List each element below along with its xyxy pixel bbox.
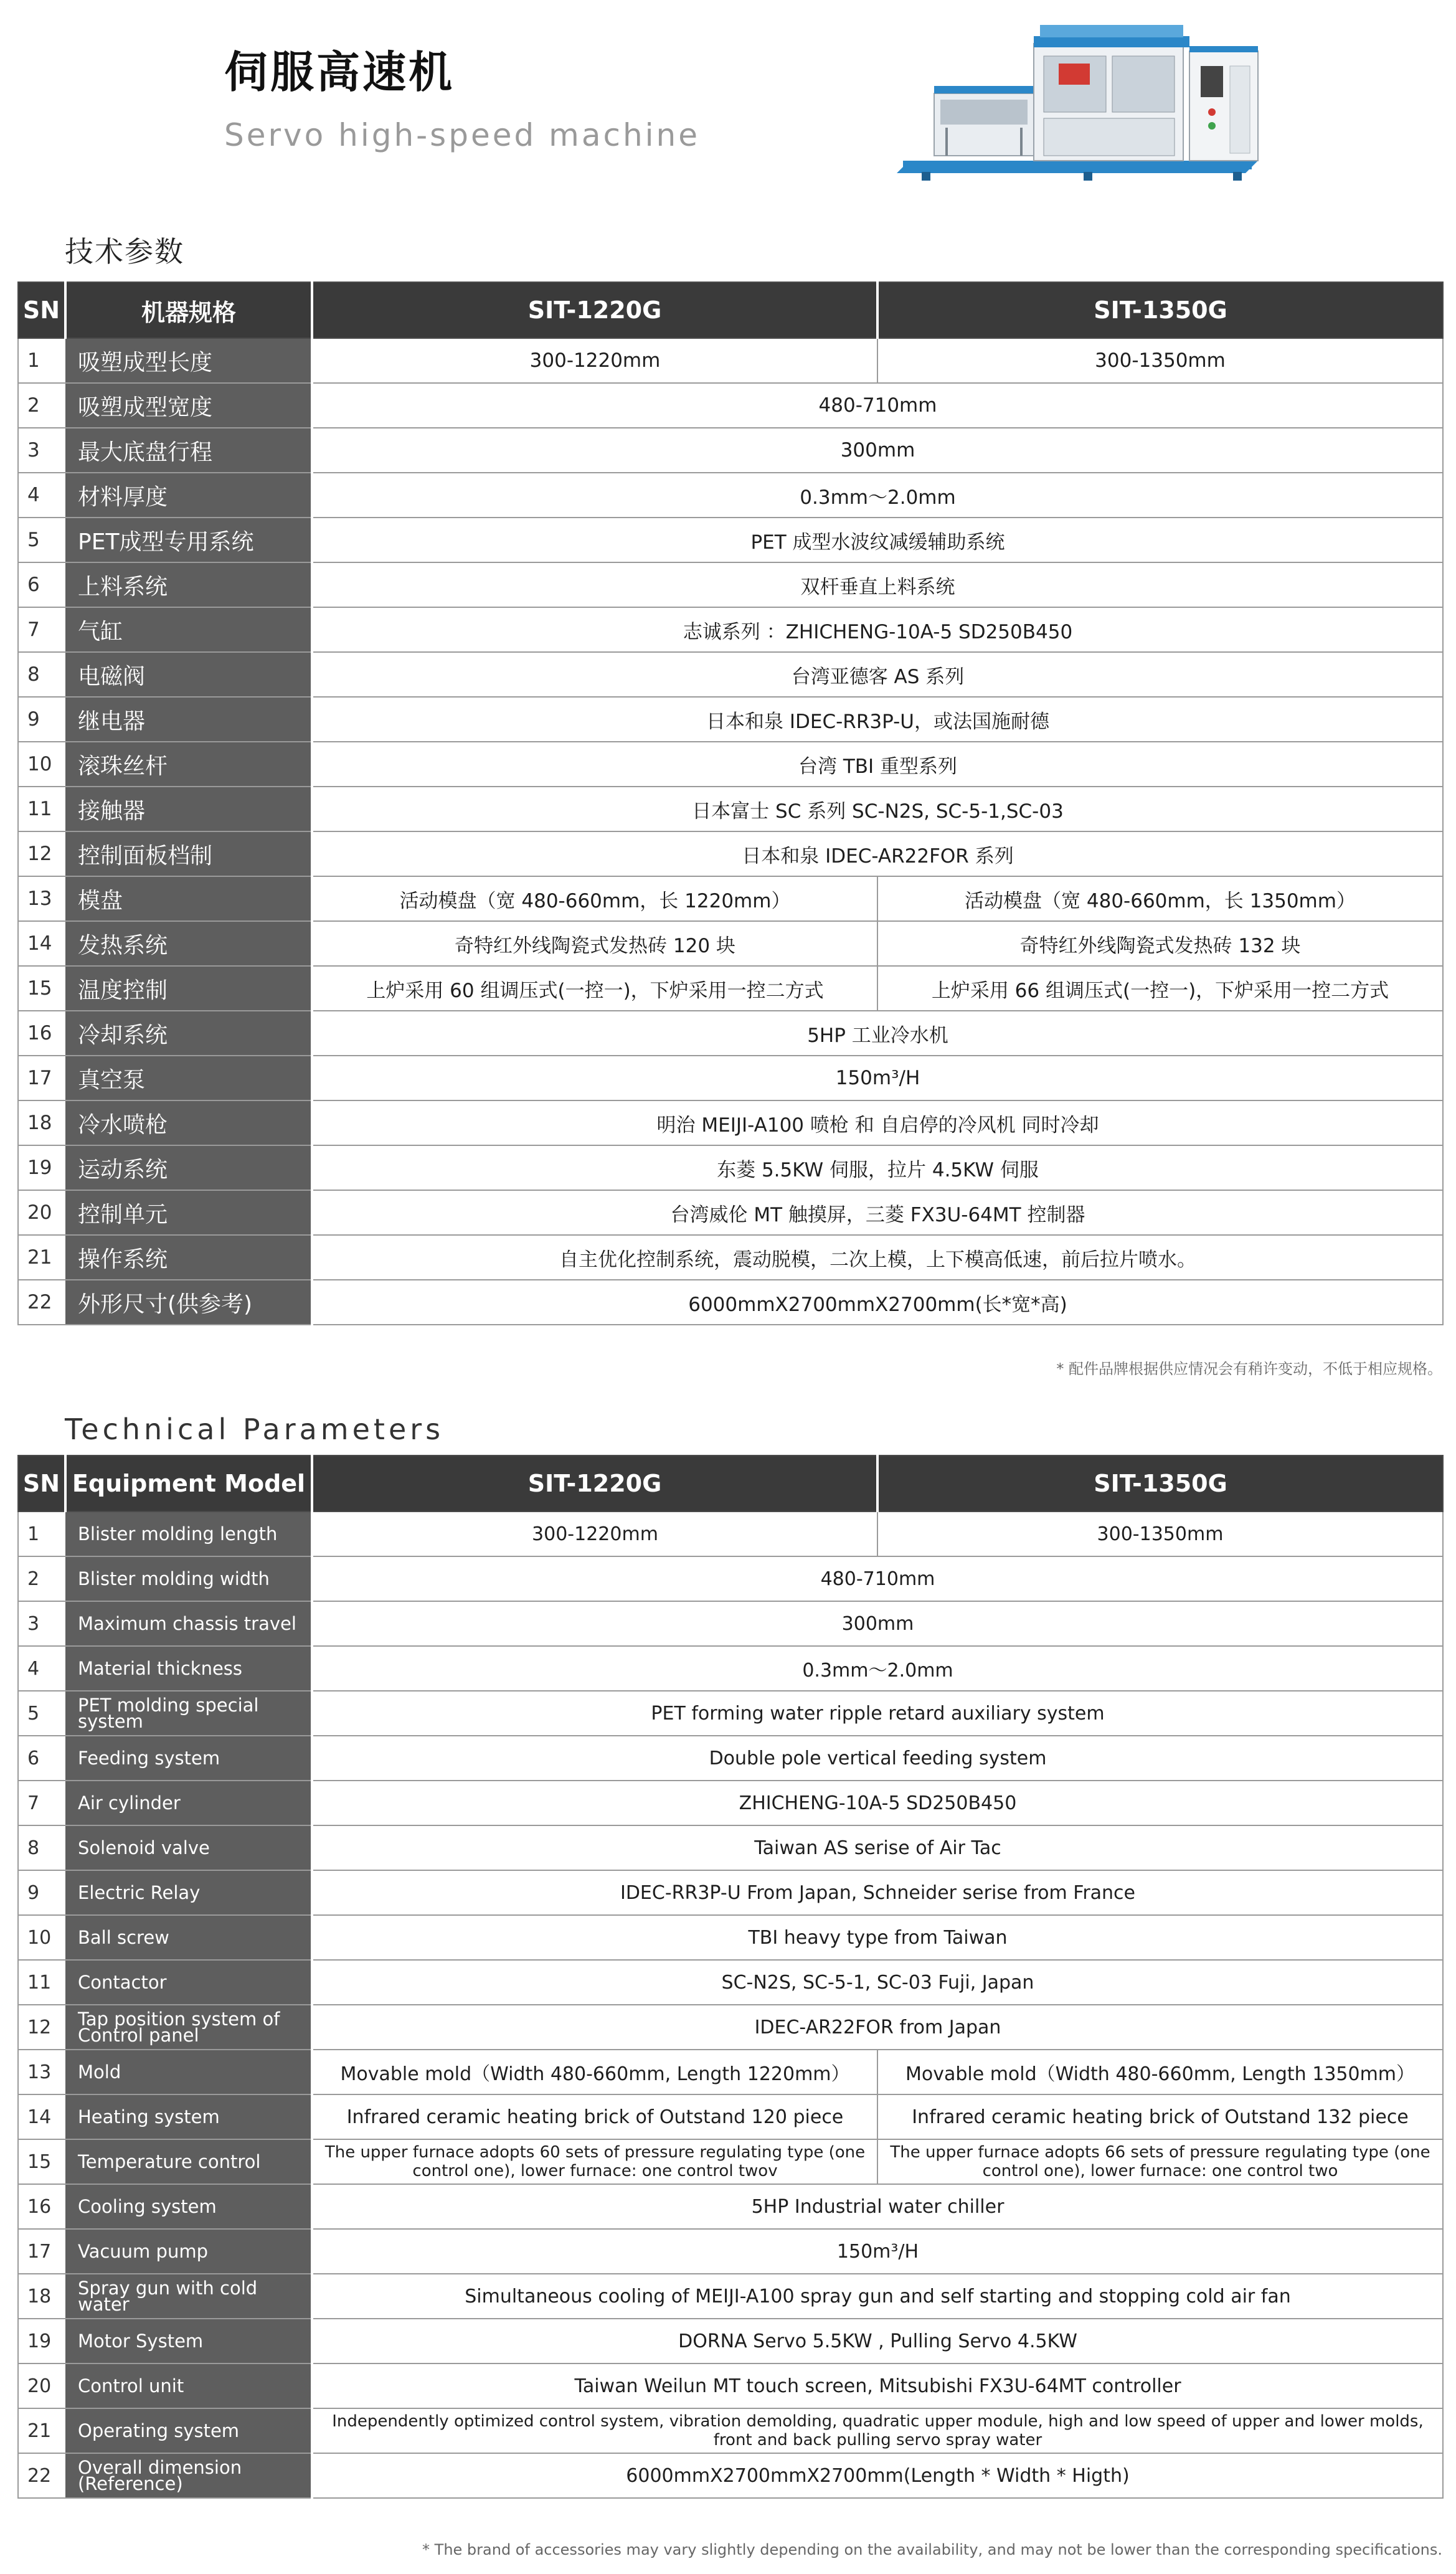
row-value-shared: 480-710mm [312, 383, 1443, 428]
row-number: 11 [18, 787, 65, 831]
row-value-shared: 台湾威伦 MT 触摸屏，三菱 FX3U-64MT 控制器 [312, 1190, 1443, 1235]
row-parameter-name: 冷水喷枪 [65, 1100, 312, 1145]
row-number: 6 [18, 1736, 65, 1781]
table-header-row [18, 282, 1443, 338]
row-value-shared: 东菱 5.5KW 伺服，拉片 4.5KW 伺服 [312, 1145, 1443, 1190]
table-row [18, 1960, 1443, 2005]
row-parameter-name: 模盘 [65, 876, 312, 921]
row-value-shared: TBI heavy type from Taiwan [312, 1915, 1443, 1960]
row-parameter-name: Air cylinder [65, 1781, 312, 1825]
row-value-shared: Simultaneous cooling of MEIJI-A100 spray gun and self starting and stopping cold air fan [312, 2274, 1443, 2319]
table-row [18, 1280, 1443, 1325]
row-value-shared: Taiwan Weilun MT touch screen, Mitsubishi FX3U-64MT controller [312, 2363, 1443, 2408]
row-value-shared: DORNA Servo 5.5KW , Pulling Servo 4.5KW [312, 2319, 1443, 2363]
row-number: 21 [18, 2408, 65, 2453]
row-value-shared: IDEC-RR3P-U From Japan, Schneider serise from France [312, 1870, 1443, 1915]
row-number: 10 [18, 742, 65, 787]
table-row [18, 921, 1443, 966]
column-header-model-b: SIT-1350G [877, 282, 1443, 338]
table-row [18, 1512, 1443, 1556]
row-value-model-a: 上炉采用 60 组调压式(一控一)，下炉采用一控二方式 [312, 966, 877, 1011]
table-row [18, 338, 1443, 383]
row-parameter-name: Overall dimension (Reference) [65, 2453, 312, 2498]
row-number: 13 [18, 876, 65, 921]
table-header-row [18, 1455, 1443, 1512]
row-number: 18 [18, 1100, 65, 1145]
row-parameter-name: Material thickness [65, 1646, 312, 1691]
row-parameter-name: Solenoid valve [65, 1825, 312, 1870]
table-row [18, 1601, 1443, 1646]
row-parameter-name: Vacuum pump [65, 2229, 312, 2274]
row-parameter-name: Motor System [65, 2319, 312, 2363]
row-parameter-name: 外形尺寸(供参考) [65, 1280, 312, 1325]
row-value-shared: 0.3mm～2.0mm [312, 1646, 1443, 1691]
row-number: 10 [18, 1915, 65, 1960]
row-parameter-name: Maximum chassis travel [65, 1601, 312, 1646]
row-parameter-name: 电磁阀 [65, 652, 312, 697]
row-value-shared: Independently optimized control system, vibration demolding, quadratic upper module, high and low speed of upper and lower molds, front and back pulling servo spray water [312, 2408, 1443, 2453]
row-number: 20 [18, 2363, 65, 2408]
row-parameter-name: 吸塑成型长度 [65, 338, 312, 383]
row-value-model-a: 奇特红外线陶瓷式发热砖 120 块 [312, 921, 877, 966]
footnote-en: * The brand of accessories may vary slightly depending on the availability, and may not be lower than the corresponding specifications. [422, 2541, 1442, 2558]
row-number: 21 [18, 1235, 65, 1280]
row-number: 5 [18, 518, 65, 562]
row-value-shared: PET 成型水波纹减缓辅助系统 [312, 518, 1443, 562]
row-parameter-name: 气缸 [65, 607, 312, 652]
row-number: 8 [18, 652, 65, 697]
row-value-model-a: The upper furnace adopts 60 sets of pressure regulating type (one control one), lower furnace: one control twov [312, 2139, 877, 2184]
row-number: 1 [18, 1512, 65, 1556]
row-value-model-b: 300-1350mm [877, 1512, 1443, 1556]
row-parameter-name: 上料系统 [65, 562, 312, 607]
row-number: 4 [18, 473, 65, 518]
table-row [18, 652, 1443, 697]
row-value-shared: ZHICHENG-10A-5 SD250B450 [312, 1781, 1443, 1825]
row-number: 13 [18, 2050, 65, 2094]
row-parameter-name: 真空泵 [65, 1056, 312, 1100]
row-parameter-name: 发热系统 [65, 921, 312, 966]
table-row [18, 607, 1443, 652]
row-number: 12 [18, 831, 65, 876]
section-title-cn: 技术参数 [65, 235, 184, 268]
row-number: 14 [18, 2094, 65, 2139]
column-header-sn: SN [18, 1455, 65, 1512]
row-parameter-name: 继电器 [65, 697, 312, 742]
row-parameter-name: Spray gun with cold water [65, 2274, 312, 2319]
row-number: 5 [18, 1691, 65, 1736]
table-row [18, 2184, 1443, 2229]
table-row [18, 2139, 1443, 2184]
row-value-shared: 0.3mm～2.0mm [312, 473, 1443, 518]
row-parameter-name: Control unit [65, 2363, 312, 2408]
row-parameter-name: Operating system [65, 2408, 312, 2453]
spec-table-cn [17, 282, 1444, 1325]
table-row [18, 1190, 1443, 1235]
machine-illustration [897, 19, 1283, 187]
table-row [18, 1691, 1443, 1736]
row-number: 15 [18, 2139, 65, 2184]
row-number: 2 [18, 1556, 65, 1601]
row-number: 9 [18, 697, 65, 742]
row-value-shared: 日本和泉 IDEC-AR22FOR 系列 [312, 831, 1443, 876]
spec-table-en [17, 1455, 1444, 2499]
row-number: 14 [18, 921, 65, 966]
row-value-shared: 5HP Industrial water chiller [312, 2184, 1443, 2229]
table-row [18, 876, 1443, 921]
table-row [18, 383, 1443, 428]
footnote-cn: * 配件品牌根据供应情况会有稍许变动，不低于相应规格。 [1056, 1360, 1442, 1378]
row-value-shared: Taiwan AS serise of Air Tac [312, 1825, 1443, 1870]
table-row [18, 1056, 1443, 1100]
row-parameter-name: 接触器 [65, 787, 312, 831]
row-number: 3 [18, 428, 65, 473]
row-value-shared: 6000mmX2700mmX2700mm(Length * Width * Higth) [312, 2453, 1443, 2498]
table-row [18, 1145, 1443, 1190]
row-parameter-name: 吸塑成型宽度 [65, 383, 312, 428]
row-parameter-name: Blister molding width [65, 1556, 312, 1601]
row-value-model-b: 上炉采用 66 组调压式(一控一)，下炉采用一控二方式 [877, 966, 1443, 1011]
column-header-sn: SN [18, 282, 65, 338]
table-row [18, 1825, 1443, 1870]
row-value-shared: 台湾亚德客 AS 系列 [312, 652, 1443, 697]
row-number: 17 [18, 1056, 65, 1100]
page-title-cn: 伺服高速机 [224, 47, 455, 98]
row-number: 1 [18, 338, 65, 383]
table-row [18, 1235, 1443, 1280]
table-row [18, 787, 1443, 831]
row-value-shared: 300mm [312, 428, 1443, 473]
row-value-model-b: 奇特红外线陶瓷式发热砖 132 块 [877, 921, 1443, 966]
row-parameter-name: Blister molding length [65, 1512, 312, 1556]
table-row [18, 1736, 1443, 1781]
page-title-en: Servo high-speed machine [224, 117, 700, 153]
row-parameter-name: Contactor [65, 1960, 312, 2005]
row-number: 4 [18, 1646, 65, 1691]
row-parameter-name: Electric Relay [65, 1870, 312, 1915]
row-number: 18 [18, 2274, 65, 2319]
row-value-shared: IDEC-AR22FOR from Japan [312, 2005, 1443, 2050]
column-header-spec: 机器规格 [65, 282, 312, 338]
row-number: 3 [18, 1601, 65, 1646]
table-row [18, 742, 1443, 787]
row-value-shared: 日本和泉 IDEC-RR3P-U，或法国施耐德 [312, 697, 1443, 742]
row-number: 7 [18, 607, 65, 652]
row-number: 15 [18, 966, 65, 1011]
row-value-model-a: 300-1220mm [312, 1512, 877, 1556]
row-number: 8 [18, 1825, 65, 1870]
row-value-model-b: 300-1350mm [877, 338, 1443, 383]
table-row [18, 2363, 1443, 2408]
row-parameter-name: Ball screw [65, 1915, 312, 1960]
row-value-shared: 300mm [312, 1601, 1443, 1646]
row-number: 7 [18, 1781, 65, 1825]
row-number: 16 [18, 2184, 65, 2229]
table-row [18, 2094, 1443, 2139]
table-row [18, 473, 1443, 518]
table-row [18, 1646, 1443, 1691]
row-value-shared: Double pole vertical feeding system [312, 1736, 1443, 1781]
row-value-shared: 双杆垂直上料系统 [312, 562, 1443, 607]
table-row [18, 2453, 1443, 2498]
row-parameter-name: 滚珠丝杆 [65, 742, 312, 787]
row-parameter-name: 最大底盘行程 [65, 428, 312, 473]
row-value-model-b: 活动模盘（宽 480-660mm，长 1350mm） [877, 876, 1443, 921]
row-value-model-b: Movable mold（Width 480-660mm, Length 1350mm） [877, 2050, 1443, 2094]
row-value-model-a: Movable mold（Width 480-660mm, Length 1220mm） [312, 2050, 877, 2094]
row-value-shared: PET forming water ripple retard auxiliary system [312, 1691, 1443, 1736]
row-parameter-name: 控制单元 [65, 1190, 312, 1235]
row-parameter-name: Temperature control [65, 2139, 312, 2184]
table-row [18, 562, 1443, 607]
table-row [18, 2005, 1443, 2050]
row-value-shared: 志诚系列 ：ZHICHENG-10A-5 SD250B450 [312, 607, 1443, 652]
row-value-shared: 自主优化控制系统，震动脱模，二次上模，上下模高低速，前后拉片喷水。 [312, 1235, 1443, 1280]
row-parameter-name: PET molding special system [65, 1691, 312, 1736]
row-value-shared: 5HP 工业冷水机 [312, 1011, 1443, 1056]
table-row [18, 2229, 1443, 2274]
row-parameter-name: Tap position system of Control panel [65, 2005, 312, 2050]
section-title-en: Technical Parameters [65, 1412, 445, 1446]
row-number: 9 [18, 1870, 65, 1915]
table-row [18, 1781, 1443, 1825]
table-row [18, 1870, 1443, 1915]
table-row [18, 1915, 1443, 1960]
row-value-model-a: 300-1220mm [312, 338, 877, 383]
row-value-shared: 150m³/H [312, 2229, 1443, 2274]
table-row [18, 1556, 1443, 1601]
row-value-shared: SC-N2S, SC-5-1, SC-03 Fuji, Japan [312, 1960, 1443, 2005]
row-value-model-a: Infrared ceramic heating brick of Outstand 120 piece [312, 2094, 877, 2139]
table-row [18, 1011, 1443, 1056]
column-header-spec: Equipment Model [65, 1455, 312, 1512]
row-number: 2 [18, 383, 65, 428]
row-parameter-name: PET成型专用系统 [65, 518, 312, 562]
table-row [18, 2274, 1443, 2319]
table-row [18, 2319, 1443, 2363]
row-value-model-b: Infrared ceramic heating brick of Outstand 132 piece [877, 2094, 1443, 2139]
row-value-shared: 台湾 TBI 重型系列 [312, 742, 1443, 787]
row-parameter-name: Cooling system [65, 2184, 312, 2229]
table-row [18, 1100, 1443, 1145]
row-number: 22 [18, 2453, 65, 2498]
row-value-shared: 6000mmX2700mmX2700mm(长*宽*高) [312, 1280, 1443, 1325]
row-parameter-name: 材料厚度 [65, 473, 312, 518]
table-row [18, 966, 1443, 1011]
row-parameter-name: 温度控制 [65, 966, 312, 1011]
row-value-shared: 日本富士 SC 系列 SC-N2S, SC-5-1,SC-03 [312, 787, 1443, 831]
row-number: 17 [18, 2229, 65, 2274]
table-row [18, 428, 1443, 473]
table-row [18, 831, 1443, 876]
table-row [18, 2408, 1443, 2453]
row-parameter-name: 冷却系统 [65, 1011, 312, 1056]
row-number: 12 [18, 2005, 65, 2050]
row-parameter-name: 控制面板档制 [65, 831, 312, 876]
row-number: 16 [18, 1011, 65, 1056]
row-number: 6 [18, 562, 65, 607]
row-number: 20 [18, 1190, 65, 1235]
row-number: 22 [18, 1280, 65, 1325]
row-value-shared: 480-710mm [312, 1556, 1443, 1601]
row-value-model-b: The upper furnace adopts 66 sets of pressure regulating type (one control one), lower furnace: one control two [877, 2139, 1443, 2184]
table-row [18, 2050, 1443, 2094]
row-parameter-name: Heating system [65, 2094, 312, 2139]
table-row [18, 697, 1443, 742]
column-header-model-a: SIT-1220G [312, 1455, 877, 1512]
row-parameter-name: 运动系统 [65, 1145, 312, 1190]
row-number: 19 [18, 2319, 65, 2363]
row-parameter-name: 操作系统 [65, 1235, 312, 1280]
row-value-shared: 150m³/H [312, 1056, 1443, 1100]
row-value-shared: 明治 MEIJI-A100 喷枪 和 自启停的冷风机 同时冷却 [312, 1100, 1443, 1145]
row-number: 19 [18, 1145, 65, 1190]
table-row [18, 518, 1443, 562]
column-header-model-b: SIT-1350G [877, 1455, 1443, 1512]
row-value-model-a: 活动模盘（宽 480-660mm，长 1220mm） [312, 876, 877, 921]
row-number: 11 [18, 1960, 65, 2005]
row-parameter-name: Mold [65, 2050, 312, 2094]
column-header-model-a: SIT-1220G [312, 282, 877, 338]
row-parameter-name: Feeding system [65, 1736, 312, 1781]
